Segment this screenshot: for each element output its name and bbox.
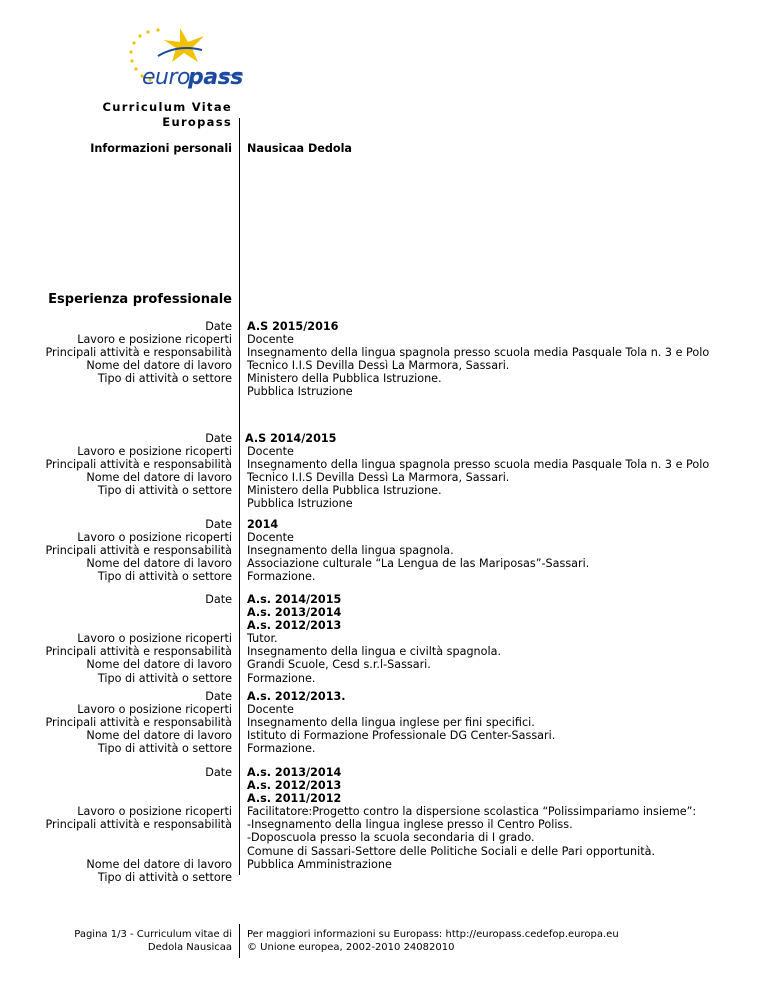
label-activities: Principali attività e responsabilità: [45, 818, 232, 832]
entry-activities: Insegnamento della lingua spagnola presso scuola media Pasquale Tola n. 3 e Polo: [247, 346, 710, 360]
experience-entry-2-values: [247, 432, 709, 511]
label-employer: Nome del datore di lavoro: [86, 729, 232, 743]
entry-sector: Formazione.: [247, 742, 316, 756]
entry-employer: Ministero della Pubblica Istruzione.: [247, 484, 442, 498]
footer-left: [74, 928, 232, 954]
entry-date-2: A.s. 2012/2013: [247, 779, 342, 793]
entry-employer: Comune di Sassari-Settore delle Politiche Sociali e delle Pari opportunità.: [247, 844, 656, 858]
entry-date: 2014: [247, 518, 279, 531]
entry-date-2: A.s. 2013/2014: [247, 606, 342, 620]
entry-sector: Formazione.: [247, 570, 316, 584]
label-employer: Nome del datore di lavoro: [86, 359, 232, 373]
label-position: Lavoro o posizione ricoperti: [77, 805, 232, 819]
europass-logo: [118, 22, 248, 97]
entry-date: A.S 2014/2015: [245, 432, 337, 445]
entry-sector: Pubblica Istruzione: [247, 497, 353, 511]
label-sector: Tipo di attività o settore: [97, 484, 232, 498]
experience-entry-5-labels: [46, 690, 233, 755]
svg-text:euro: euro: [142, 65, 190, 90]
experience-entry-3-labels: [46, 518, 233, 583]
entry-employer: Istituto di Formazione Professionale DG Center-Sassari.: [247, 729, 556, 743]
entry-employer: Ministero della Pubblica Istruzione.: [247, 372, 442, 386]
label-date: Date: [205, 593, 232, 606]
footer-owner: Dedola Nausicaa: [147, 942, 232, 953]
entry-activities: Insegnamento della lingua inglese per fini specifici.: [247, 716, 535, 730]
label-employer: Nome del datore di lavoro: [86, 857, 232, 871]
entry-position: Docente: [247, 703, 294, 717]
experience-section-title: Esperienza professionale: [48, 292, 232, 307]
label-sector: Tipo di attività o settore: [97, 671, 232, 685]
entry-employer: Grandi Scuole, Cesd s.r.l-Sassari.: [247, 658, 431, 672]
entry-sector: Pubblica Amministrazione: [247, 857, 392, 871]
experience-entry-1-values: [247, 320, 709, 399]
footer-page-info: Pagina 1/3 - Curriculum vitae di: [74, 929, 232, 940]
entry-date: A.s. 2012/2013.: [247, 690, 346, 703]
cv-title: [102, 100, 232, 130]
label-date: Date: [205, 320, 232, 333]
entry-activities: Insegnamento della lingua e civiltà spagnola.: [247, 645, 502, 659]
entry-employer: Associazione culturale “La Lengua de las Mariposas”-Sassari.: [247, 557, 590, 571]
entry-activities: Insegnamento della lingua spagnola.: [247, 544, 454, 558]
personal-name: Nausicaa Dedola: [247, 142, 352, 155]
label-position: Lavoro o posizione ricoperti: [77, 632, 232, 646]
label-position: Lavoro e posizione ricoperti: [77, 445, 232, 459]
entry-date-3: A.s. 2011/2012: [247, 792, 342, 806]
label-employer: Nome del datore di lavoro: [86, 557, 232, 571]
label-position: Lavoro e posizione ricoperti: [77, 333, 232, 347]
label-activities: Principali attività e responsabilità: [45, 346, 232, 360]
entry-activities-cont: -Doposcuola presso la scuola secondaria di I grado.: [247, 831, 535, 845]
label-position: Lavoro o posizione ricoperti: [77, 531, 232, 545]
entry-activities: Insegnamento della lingua spagnola presso scuola media Pasquale Tola n. 3 e Polo: [247, 458, 710, 472]
experience-entry-6-values: [247, 766, 696, 871]
entry-date-3: A.s. 2012/2013: [247, 619, 342, 633]
cv-title-line1: Curriculum Vitae: [102, 100, 232, 114]
entry-position: Docente: [247, 445, 294, 459]
label-date: Date: [205, 766, 232, 779]
experience-entry-3-values: [247, 518, 589, 583]
footer-divider: [239, 924, 240, 958]
footer-copyright: © Unione europea, 2002-2010 24082010: [247, 942, 455, 953]
label-sector: Tipo di attività o settore: [97, 870, 232, 884]
experience-entry-5-values: [247, 690, 555, 755]
experience-entry-2-labels: [46, 432, 233, 497]
entry-date: A.s. 2013/2014: [247, 766, 342, 779]
svg-text:pass: pass: [188, 65, 243, 90]
label-date: Date: [205, 690, 232, 703]
entry-sector: Pubblica Istruzione: [247, 385, 353, 399]
personal-info-label: Informazioni personali: [90, 142, 232, 155]
label-position: Lavoro o posizione ricoperti: [77, 703, 232, 717]
label-sector: Tipo di attività o settore: [97, 372, 232, 386]
entry-position: Facilitatore:Progetto contro la dispersione scolastica “Polissimpariamo insieme”:: [247, 805, 697, 819]
label-activities: Principali attività e responsabilità: [45, 716, 232, 730]
cv-title-line2: Europass: [162, 115, 232, 129]
label-sector: Tipo di attività o settore: [97, 742, 232, 756]
label-date: Date: [205, 432, 232, 445]
label-activities: Principali attività e responsabilità: [45, 458, 232, 472]
label-activities: Principali attività e responsabilità: [45, 544, 232, 558]
entry-position: Docente: [247, 333, 294, 347]
entry-date: A.S 2015/2016: [247, 320, 339, 333]
entry-activities-cont: Tecnico I.I.S Devilla Dessì La Marmora, Sassari.: [247, 471, 510, 485]
label-employer: Nome del datore di lavoro: [86, 658, 232, 672]
label-activities: Principali attività e responsabilità: [45, 645, 232, 659]
footer-more-info: Per maggiori informazioni su Europass: http://europass.cedefop.europa.eu: [247, 929, 619, 940]
entry-sector: Formazione.: [247, 671, 316, 685]
entry-date: A.s. 2014/2015: [247, 593, 342, 606]
label-sector: Tipo di attività o settore: [97, 570, 232, 584]
experience-entry-4-labels: [46, 593, 233, 685]
entry-activities-cont: Tecnico I.I.S Devilla Dessì La Marmora, Sassari.: [247, 359, 510, 373]
experience-entry-4-values: [247, 593, 501, 685]
entry-position: Docente: [247, 531, 294, 545]
column-divider: [239, 118, 240, 875]
label-date: Date: [205, 518, 232, 531]
footer-right: [247, 928, 619, 954]
experience-entry-1-labels: [46, 320, 233, 385]
entry-activities: -Insegnamento della lingua inglese presso il Centro Poliss.: [247, 818, 573, 832]
label-employer: Nome del datore di lavoro: [86, 471, 232, 485]
experience-entry-6-labels: [46, 766, 233, 884]
entry-position: Tutor.: [247, 632, 278, 646]
